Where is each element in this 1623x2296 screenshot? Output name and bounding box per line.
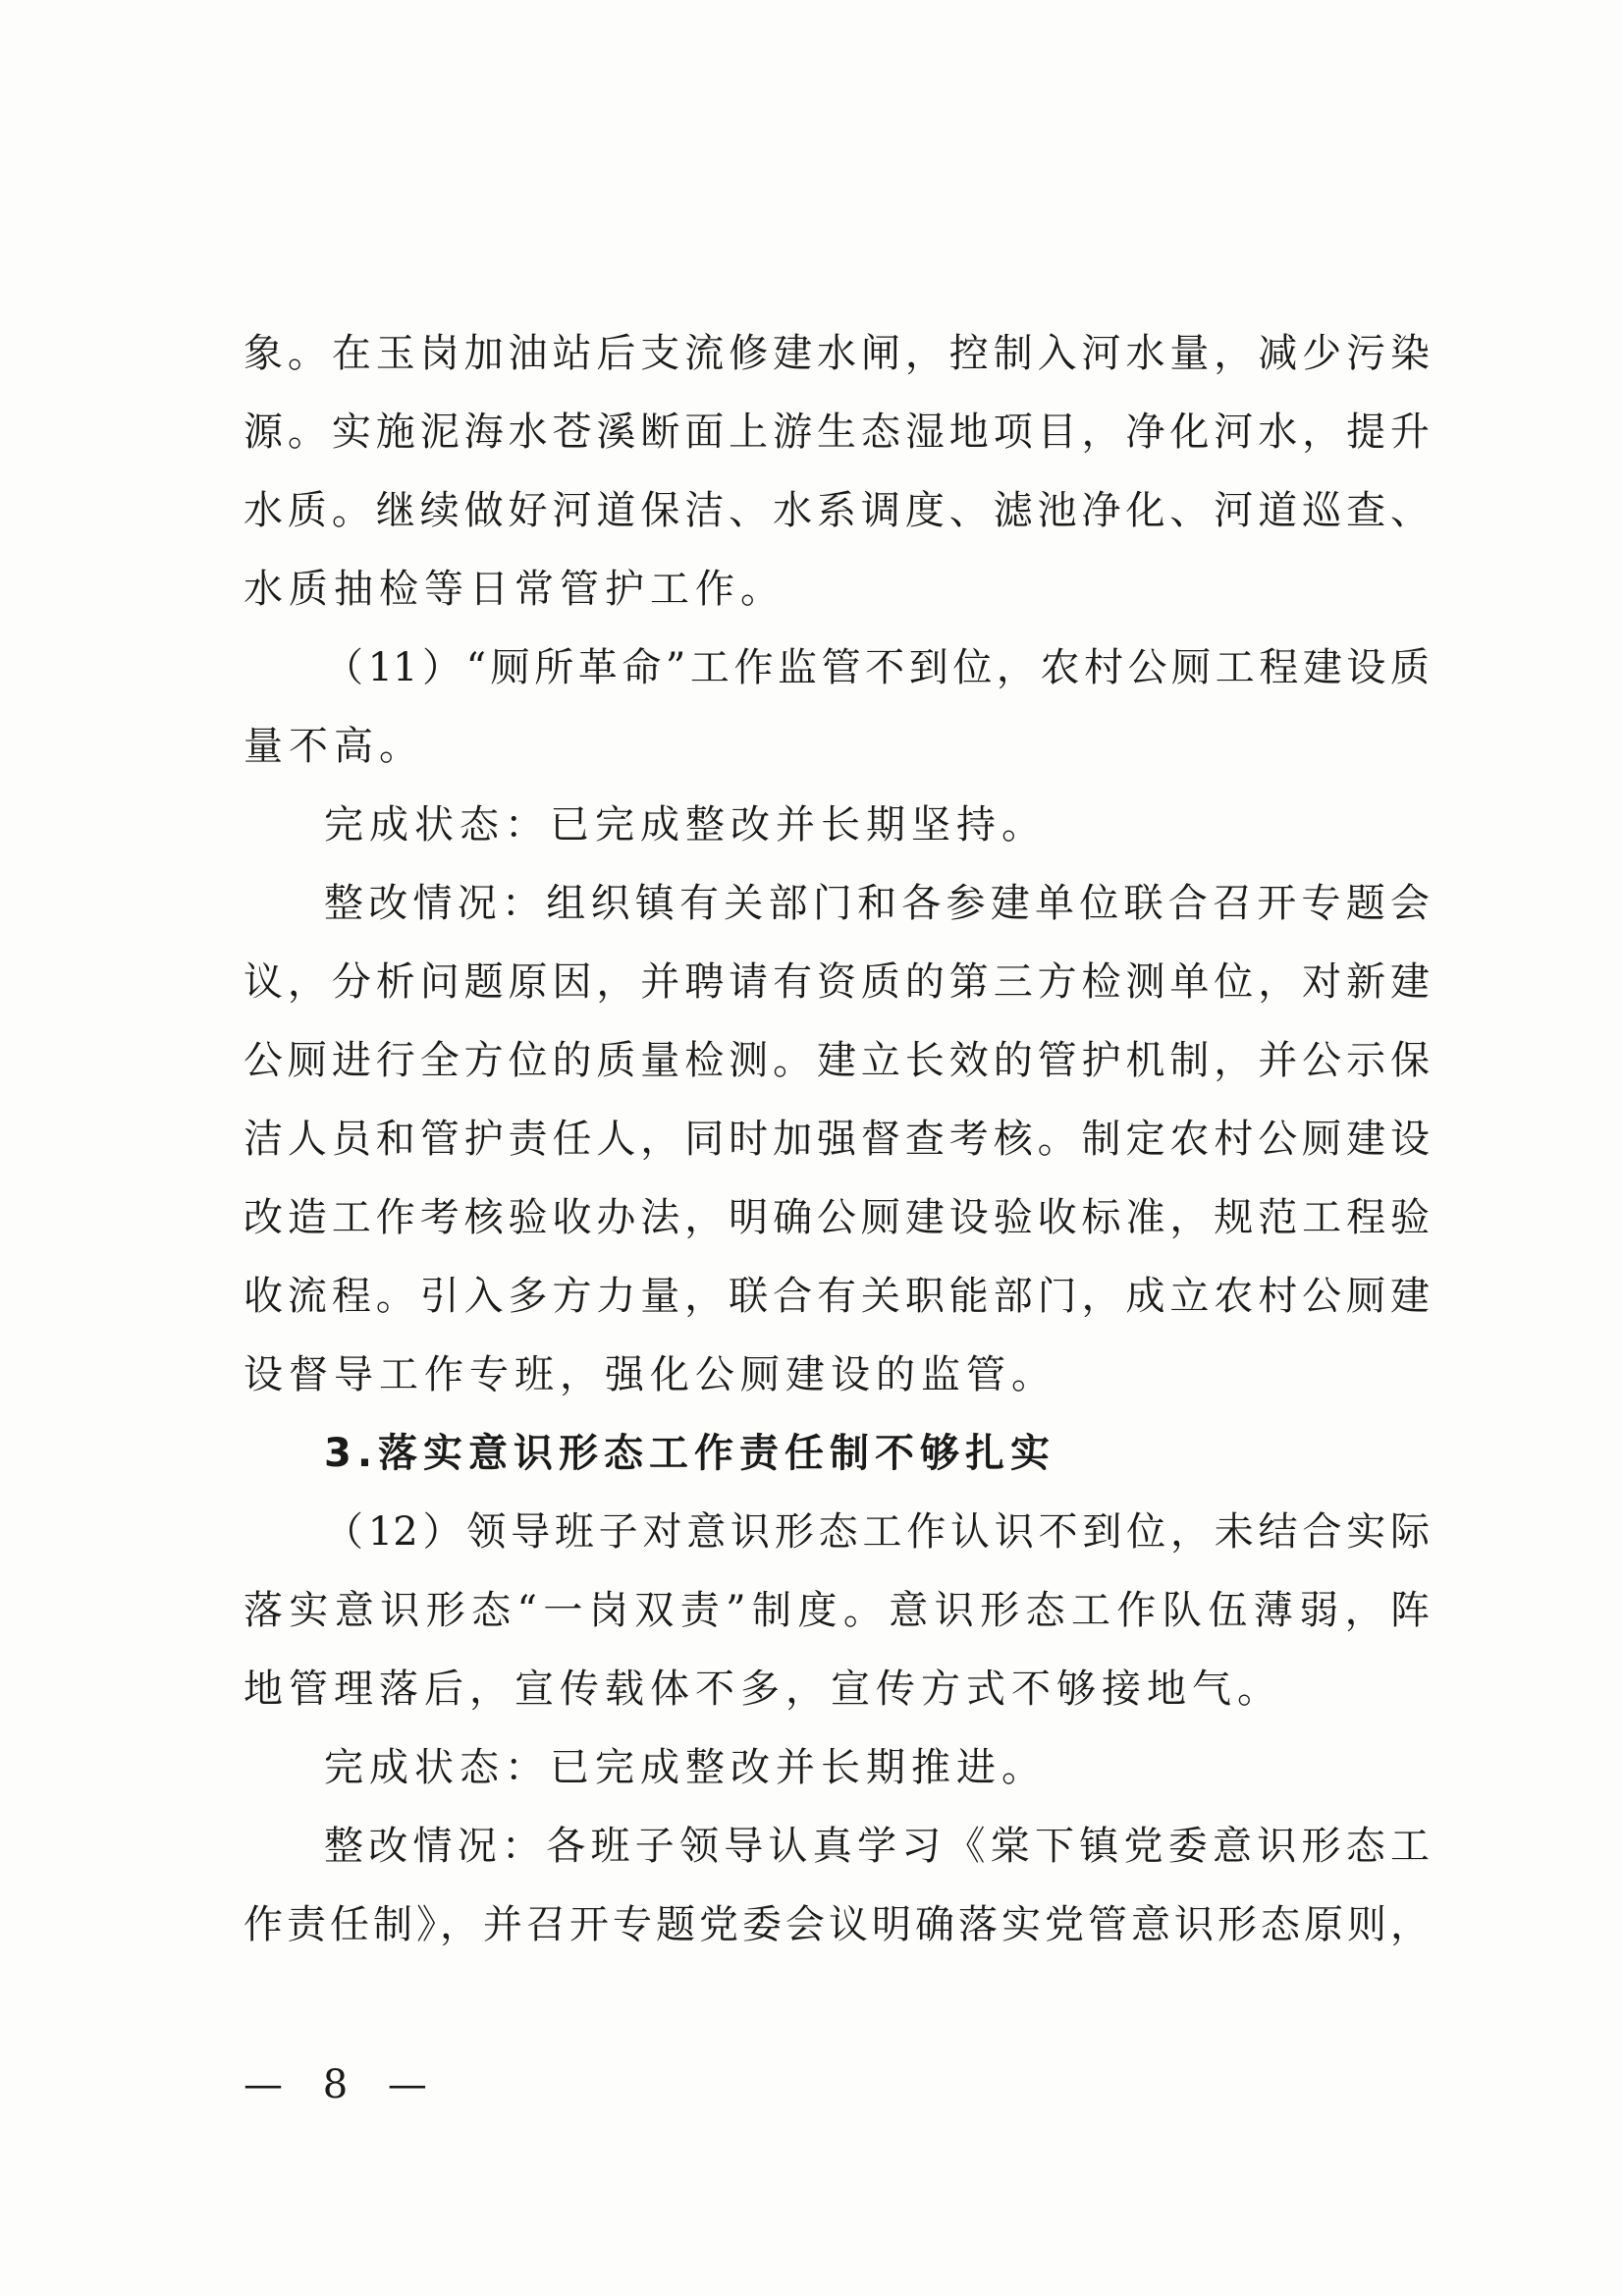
text-line: 象。在玉岗加油站后支流修建水闸，控制入河水量，减少污染 — [243, 331, 1430, 376]
text-line: 洁人员和管护责任人，同时加强督查考核。制定农村公厕建设 — [243, 1117, 1430, 1162]
text-line: 水质抽检等日常管护工作。 — [243, 567, 785, 612]
text-line: 收流程。引入多方力量，联合有关职能部门，成立农村公厕建 — [243, 1274, 1430, 1319]
text-line: 改造工作考核验收办法，明确公厕建设验收标准，规范工程验 — [243, 1195, 1430, 1240]
text-line: 水质。继续做好河道保洁、水系调度、滤池净化、河道巡查、 — [243, 488, 1430, 533]
text-line: 地管理落后，宣传载体不多，宣传方式不够接地气。 — [243, 1667, 1282, 1712]
text-line: 源。实施泥海水苍溪断面上游生态湿地项目，净化河水，提升 — [243, 410, 1430, 455]
rectification-details: 整改情况：组织镇有关部门和各参建单位联合召开专题会 — [324, 881, 1430, 926]
rectification-details: 整改情况：各班子领导认真学习《棠下镇党委意识形态工 — [324, 1824, 1430, 1869]
issue-12-heading: （12）领导班子对意识形态工作认识不到位，未结合实际 — [324, 1509, 1430, 1555]
issue-11-heading: （11）“厕所革命”工作监管不到位，农村公厕工程建设质 — [324, 645, 1430, 690]
text-line: 公厕进行全方位的质量检测。建立长效的管护机制，并公示保 — [243, 1038, 1430, 1083]
completion-status: 完成状态：已完成整改并长期推进。 — [324, 1745, 1047, 1790]
completion-status: 完成状态：已完成整改并长期坚持。 — [324, 802, 1047, 847]
text-line: 议，分析问题原因，并聘请有资质的第三方检测单位，对新建 — [243, 959, 1430, 1005]
section-heading: 3.落实意识形态工作责任制不够扎实 — [324, 1431, 1056, 1476]
page-number: — 8 — — [243, 2062, 441, 2107]
text-line: 设督导工作专班，强化公厕建设的监管。 — [243, 1352, 1056, 1397]
text-line: 落实意识形态“一岗双责”制度。意识形态工作队伍薄弱，阵 — [243, 1588, 1430, 1633]
text-line: 量不高。 — [243, 724, 424, 769]
text-line: 作责任制》，并召开专题党委会议明确落实党管意识形态原则， — [243, 1902, 1430, 1947]
